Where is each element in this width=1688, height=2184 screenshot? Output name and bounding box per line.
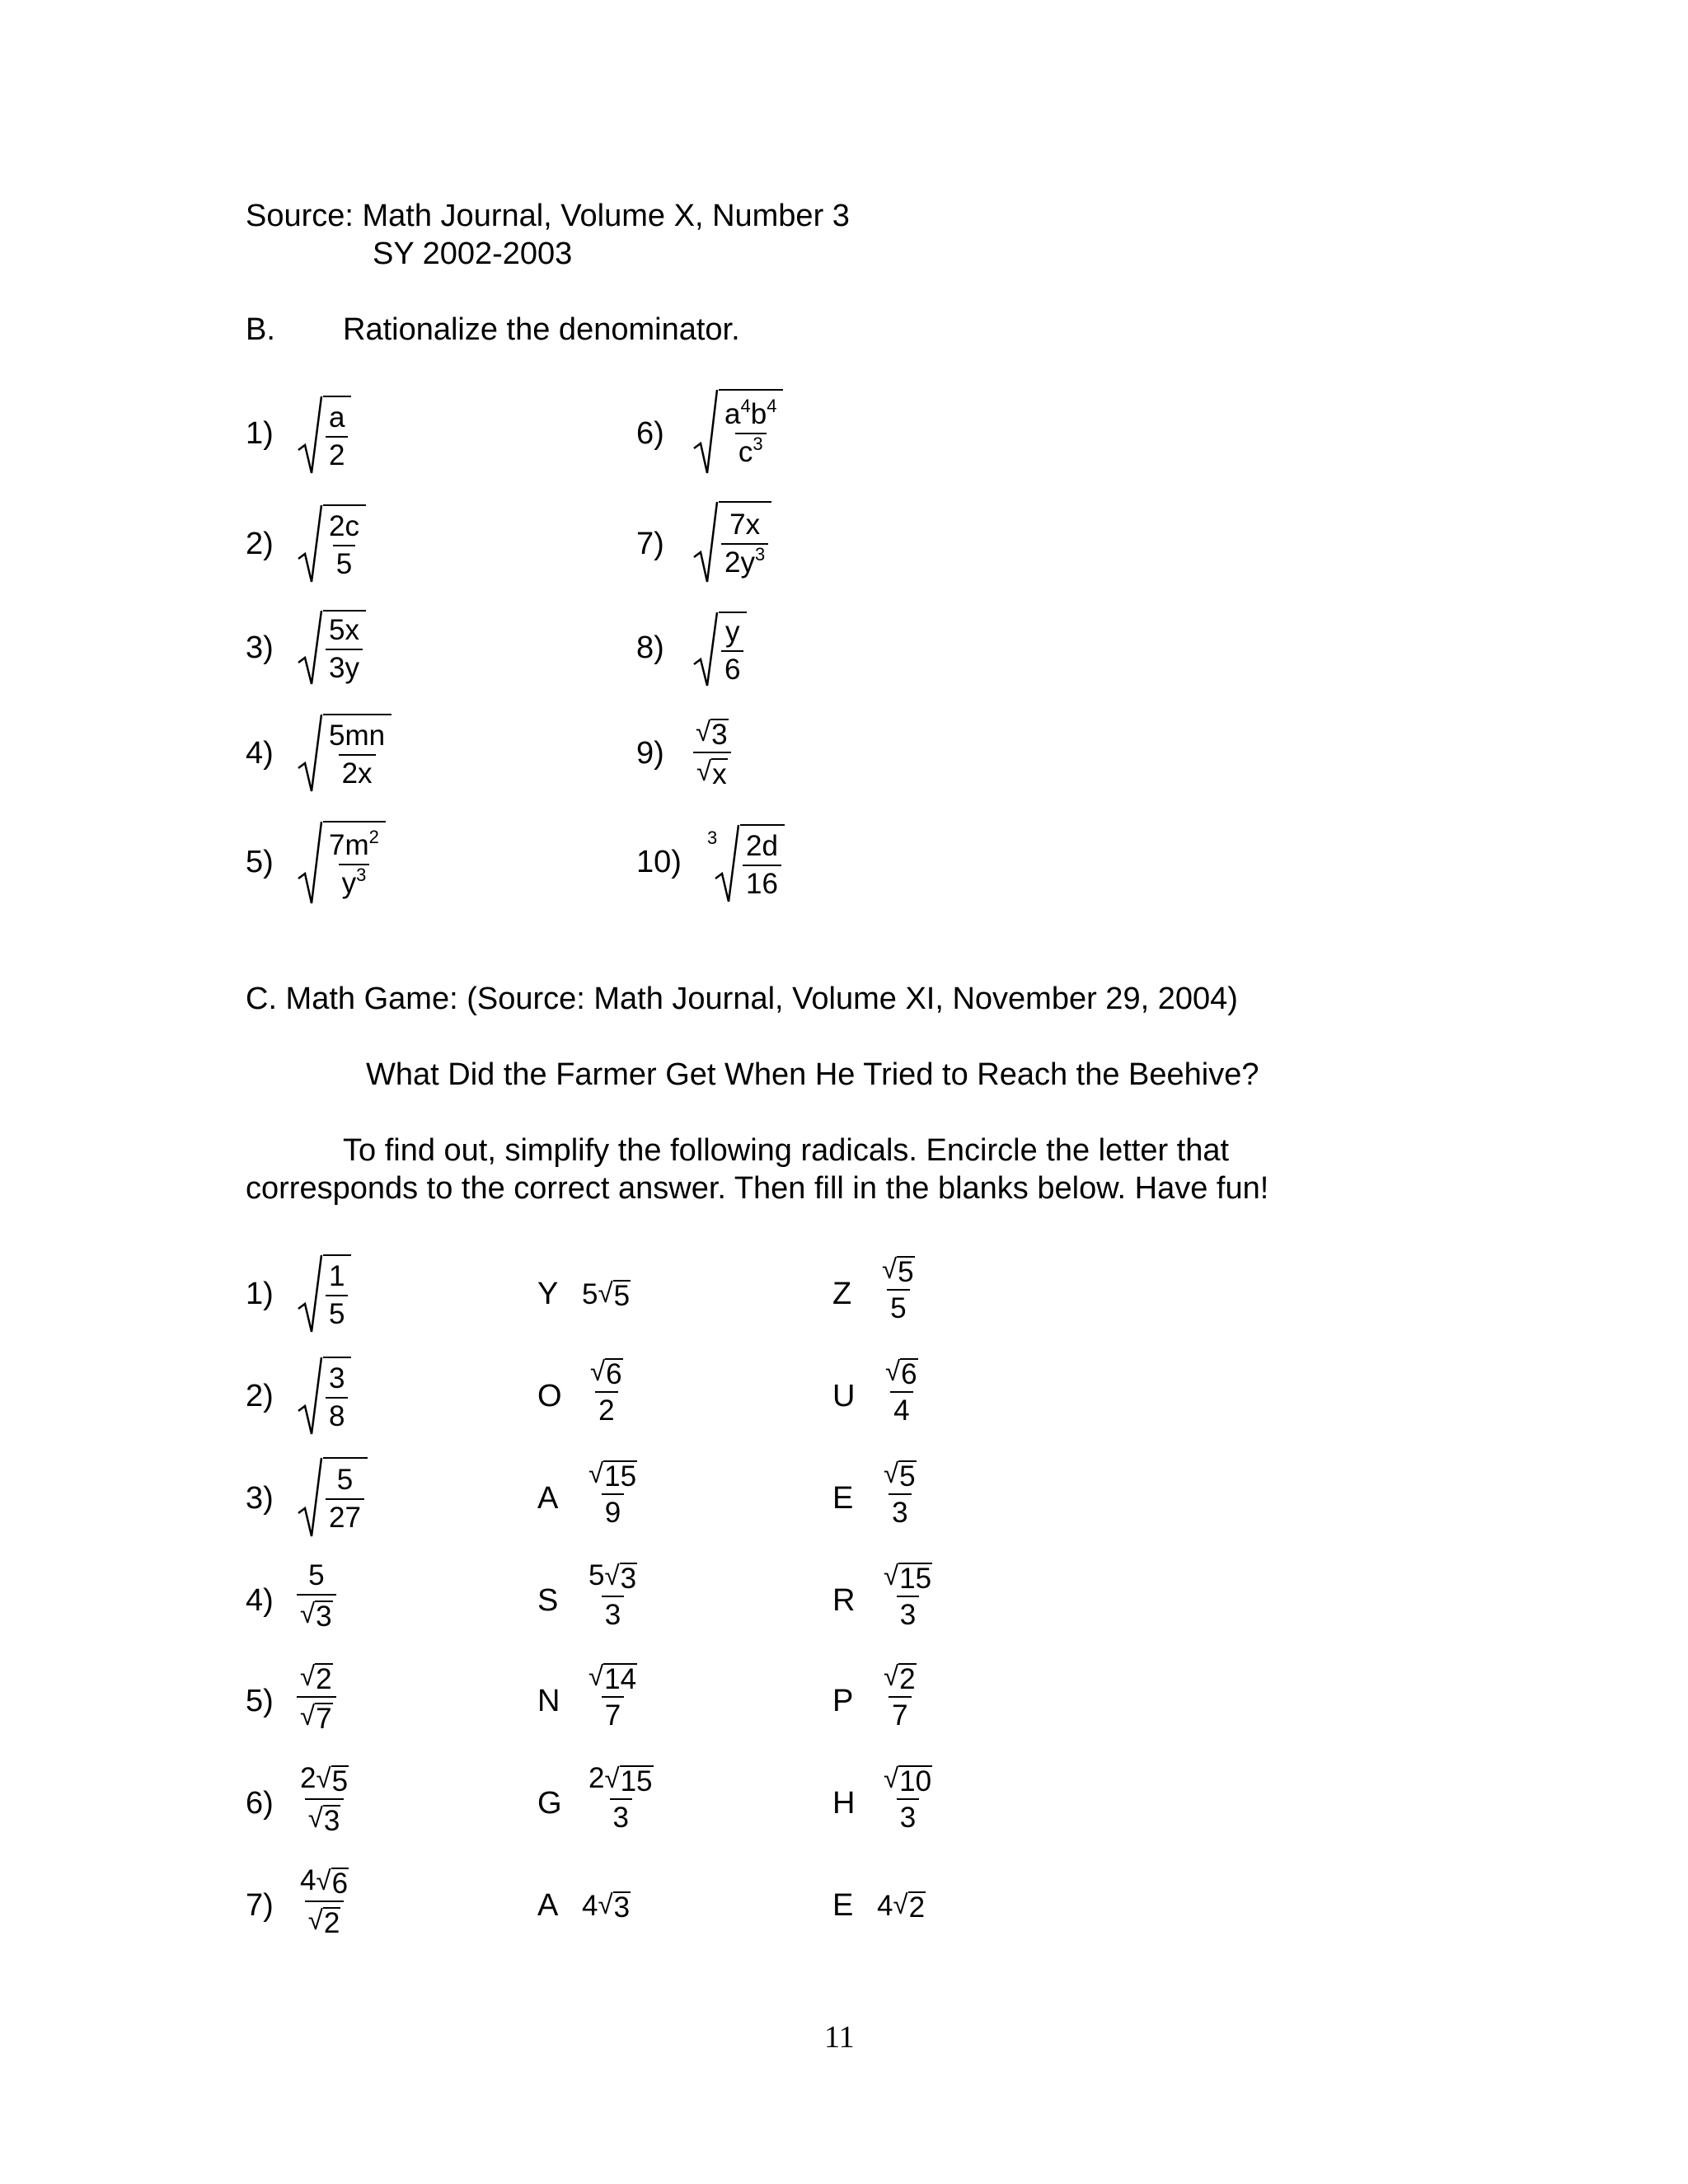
- c5-a-den: 7: [602, 1696, 624, 1732]
- b6-num-a: a: [724, 398, 741, 430]
- sqrt-icon: √: [882, 1254, 898, 1284]
- c4-b-den: 3: [897, 1596, 919, 1632]
- sqrt-icon: √: [884, 1763, 899, 1793]
- page-number: 11: [824, 2020, 855, 2055]
- b2-den: 5: [333, 545, 355, 581]
- c4-b-rad: 15: [899, 1563, 932, 1595]
- sqrt-icon: √: [300, 1661, 316, 1691]
- c-problem-4-label: 4): [246, 1583, 274, 1618]
- b4-num: 5mn: [329, 719, 386, 752]
- c7-num-rad: 6: [331, 1868, 349, 1900]
- b-problem-7-label: 7): [636, 527, 664, 561]
- section-c-instructions-2: corresponds to the correct answer. Then fill in the blanks below. Have fun!: [246, 1171, 1269, 1206]
- c1-choice-a-value: [582, 1277, 631, 1311]
- c1-b-den: 5: [887, 1289, 909, 1325]
- c7-b-rad: 2: [908, 1891, 926, 1924]
- sqrt-icon: √: [885, 1356, 901, 1386]
- b6-den-base: c: [738, 436, 753, 468]
- c4-choice-b-value: [880, 1559, 935, 1632]
- b3-num: 5x: [329, 614, 359, 646]
- c5-b-rad: 2: [899, 1663, 916, 1695]
- b7-den-exp: 3: [754, 544, 766, 565]
- b10-den: 16: [743, 865, 781, 901]
- b5-num-base: 7m: [329, 829, 369, 861]
- b-problem-5-label: 5): [246, 845, 274, 879]
- sqrt-icon: √: [696, 756, 712, 786]
- sqrt-icon: √: [307, 1905, 323, 1935]
- c-problem-6-label: 6): [246, 1786, 274, 1821]
- sqrt-icon: √: [598, 1277, 613, 1308]
- c-problem-6-fraction: [297, 1762, 352, 1836]
- c-problem-3-radical: [297, 1457, 368, 1538]
- c3-den: 27: [326, 1498, 364, 1535]
- b5-num-exp: 2: [368, 827, 379, 847]
- b4-den: 2x: [339, 754, 376, 790]
- source-line: Source: Math Journal, Volume X, Number 3: [246, 199, 850, 233]
- c5-den-rad: 7: [316, 1703, 332, 1735]
- b-problem-6-radical: [692, 389, 783, 475]
- section-c-heading: C. Math Game: (Source: Math Journal, Volume XI, November 29, 2004): [246, 982, 1238, 1016]
- c6-num-rad: 5: [331, 1765, 349, 1797]
- b2-num: 2c: [329, 510, 359, 542]
- c-problem-4-fraction: [297, 1559, 336, 1632]
- c7-a-coef: 4: [582, 1889, 598, 1922]
- sqrt-icon: √: [307, 1802, 323, 1833]
- c2-choice-b-letter[interactable]: U: [832, 1379, 856, 1413]
- c4-choice-a-letter[interactable]: S: [537, 1583, 559, 1618]
- c5-choice-b-letter[interactable]: P: [832, 1684, 854, 1718]
- sqrt-icon: √: [884, 1458, 899, 1488]
- b9-den: x: [712, 758, 727, 790]
- c1-num: 1: [329, 1260, 345, 1292]
- sqrt-icon: √: [893, 1889, 908, 1919]
- b10-num: 2d: [746, 830, 778, 862]
- sqrt-icon: √: [300, 1598, 316, 1629]
- b-problem-4-label: 4): [246, 736, 274, 771]
- c3-a-den: 9: [602, 1493, 624, 1530]
- c2-num: 3: [329, 1362, 345, 1394]
- c6-choice-b-letter[interactable]: H: [832, 1786, 856, 1821]
- sqrt-icon: √: [588, 1458, 604, 1488]
- sqrt-icon: √: [590, 1356, 606, 1386]
- c5-b-den: 7: [889, 1696, 911, 1732]
- b-problem-10-label: 10): [636, 845, 682, 879]
- c6-num-coef: 2: [300, 1762, 316, 1794]
- b7-num: 7x: [729, 509, 761, 541]
- b-problem-2-radical: [297, 504, 366, 583]
- c6-a-den: 3: [610, 1798, 632, 1835]
- b-problem-5-radical: [297, 821, 386, 905]
- b1-den: 2: [326, 436, 348, 472]
- c-problem-1-label: 1): [246, 1277, 274, 1311]
- sqrt-icon: √: [884, 1661, 899, 1691]
- c6-choice-b-value: [880, 1762, 935, 1835]
- c6-b-rad: 10: [899, 1765, 932, 1797]
- c2-choice-a-letter[interactable]: O: [537, 1379, 562, 1413]
- c7-choice-a-letter[interactable]: A: [537, 1888, 559, 1923]
- c3-num: 5: [336, 1464, 354, 1496]
- b5-den-base: y: [341, 867, 357, 899]
- c5-choice-a-letter[interactable]: N: [537, 1684, 560, 1718]
- c-problem-2-radical: [297, 1357, 351, 1436]
- c-problem-2-label: 2): [246, 1379, 274, 1413]
- c7-choice-b-value: [877, 1889, 926, 1923]
- sqrt-icon: √: [588, 1661, 604, 1691]
- b-problem-7-radical: [692, 501, 771, 583]
- c5-a-rad: 14: [604, 1663, 637, 1695]
- b10-index: 3: [707, 827, 718, 848]
- c4-a-rad: 3: [620, 1563, 637, 1595]
- sqrt-icon: √: [316, 1763, 331, 1793]
- b-problem-1-radical: [297, 396, 351, 475]
- section-c-question: What Did the Farmer Get When He Tried to Reach the Beehive?: [366, 1057, 1259, 1092]
- c1-b-rad: 5: [898, 1256, 914, 1288]
- c6-choice-a-letter[interactable]: G: [537, 1786, 562, 1821]
- c4-a-coef: 5: [588, 1559, 605, 1591]
- c1-choice-b-letter[interactable]: Z: [832, 1277, 852, 1311]
- c7-num-coef: 4: [300, 1864, 316, 1896]
- c6-a-rad: 15: [620, 1765, 653, 1797]
- c5-num-rad: 2: [316, 1663, 332, 1695]
- c-problem-1-radical: [297, 1254, 351, 1333]
- b9-num: 3: [711, 719, 728, 751]
- c6-a-coef: 2: [588, 1762, 605, 1794]
- c7-choice-b-letter[interactable]: E: [832, 1888, 854, 1923]
- school-year: SY 2002-2003: [373, 237, 573, 271]
- c2-b-rad: 6: [901, 1358, 917, 1390]
- c-problem-7-fraction: [297, 1864, 352, 1938]
- b-problem-3-label: 3): [246, 630, 274, 665]
- c6-b-den: 3: [897, 1798, 919, 1835]
- section-b-instruction: Rationalize the denominator.: [343, 312, 740, 347]
- c3-choice-b-value: [880, 1457, 920, 1530]
- c6-den-rad: 3: [323, 1805, 340, 1837]
- b6-num-a-exp: 4: [740, 396, 751, 416]
- c3-choice-a-letter[interactable]: A: [537, 1481, 559, 1516]
- c-problem-5-fraction: [297, 1660, 336, 1734]
- c4-choice-b-letter[interactable]: R: [832, 1583, 856, 1618]
- b1-num: a: [329, 401, 345, 434]
- c4-a-den: 3: [602, 1596, 624, 1632]
- c6-choice-a-value: [585, 1762, 657, 1835]
- b6-num-b: b: [750, 398, 767, 430]
- section-b-letter: B.: [246, 312, 275, 347]
- c7-choice-a-value: [582, 1889, 631, 1923]
- c-problem-7-label: 7): [246, 1888, 274, 1923]
- c2-den: 8: [326, 1397, 348, 1433]
- c4-num: 5: [308, 1559, 325, 1591]
- b8-num: y: [724, 616, 740, 648]
- c5-choice-b-value: [880, 1660, 920, 1732]
- c4-choice-a-value: [585, 1559, 640, 1632]
- b6-num-b-exp: 4: [767, 396, 777, 416]
- sqrt-icon: √: [598, 1889, 613, 1919]
- c2-a-den: 2: [595, 1391, 617, 1427]
- c2-choice-a-value: [587, 1355, 626, 1427]
- sqrt-icon: √: [316, 1865, 331, 1896]
- c2-a-rad: 6: [606, 1358, 622, 1390]
- b7-den-base: 2y: [724, 546, 755, 579]
- b-problem-9-fraction: [692, 715, 732, 790]
- c2-choice-b-value: [882, 1355, 921, 1427]
- c-problem-5-label: 5): [246, 1684, 274, 1718]
- c3-b-den: 3: [889, 1493, 911, 1530]
- sqrt-icon: √: [884, 1560, 899, 1591]
- b5-den-exp: 3: [356, 865, 367, 885]
- b-problem-8-radical: [692, 612, 747, 687]
- c1-a-rad: 5: [613, 1280, 631, 1312]
- b6-den-exp: 3: [753, 434, 763, 454]
- b-problem-4-radical: [297, 714, 392, 793]
- sqrt-icon: √: [300, 1700, 316, 1731]
- b-problem-3-radical: [297, 610, 366, 686]
- b-problem-9-label: 9): [636, 736, 664, 771]
- c1-choice-a-letter[interactable]: Y: [537, 1277, 559, 1311]
- b-problem-8-label: 8): [636, 630, 664, 665]
- c1-den: 5: [326, 1295, 348, 1331]
- c-problem-3-label: 3): [246, 1481, 274, 1516]
- c5-choice-a-value: [585, 1660, 640, 1732]
- c7-b-coef: 4: [877, 1889, 893, 1922]
- c7-a-rad: 3: [613, 1891, 631, 1924]
- c1-choice-b-value: [879, 1253, 918, 1325]
- section-c-instructions-1: To find out, simplify the following radicals. Encircle the letter that: [343, 1133, 1230, 1168]
- sqrt-icon: √: [604, 1763, 620, 1793]
- sqrt-icon: √: [604, 1560, 620, 1591]
- c7-den-rad: 2: [323, 1907, 340, 1939]
- c2-b-den: 4: [890, 1391, 912, 1427]
- c3-b-rad: 5: [899, 1460, 916, 1493]
- b-problem-2-label: 2): [246, 527, 274, 561]
- c3-choice-b-letter[interactable]: E: [832, 1481, 854, 1516]
- b3-den: 3y: [326, 649, 363, 685]
- c3-choice-a-value: [585, 1457, 640, 1530]
- c4-den-rad: 3: [316, 1601, 332, 1633]
- b-problem-1-label: 1): [246, 416, 274, 451]
- c1-a-coef: 5: [582, 1277, 598, 1310]
- c3-a-rad: 15: [604, 1460, 637, 1493]
- b-problem-6-label: 6): [636, 416, 664, 451]
- b8-den: 6: [721, 650, 743, 687]
- b-problem-10-radical: [707, 824, 785, 903]
- sqrt-icon: √: [696, 716, 711, 747]
